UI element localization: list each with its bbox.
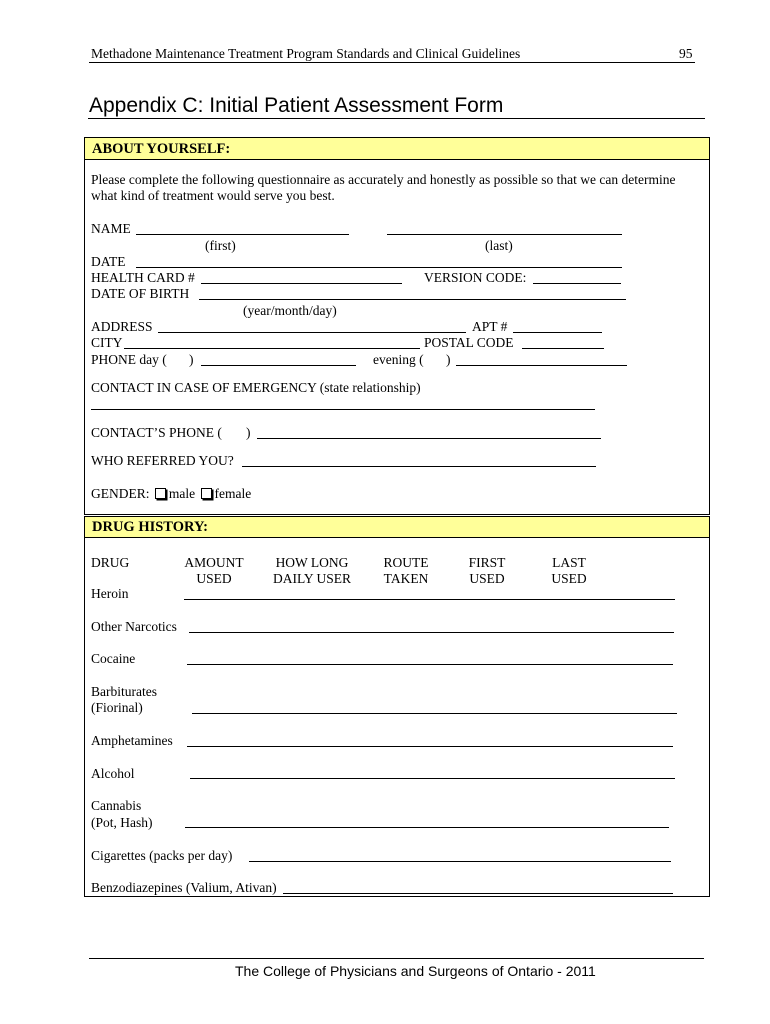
phone-day-label: PHONE day (: [91, 352, 167, 367]
drug-row-label: Benzodiazepines (Valium, Ativan): [91, 880, 277, 895]
page-number: 95: [679, 46, 693, 61]
female-option-label: female: [214, 486, 252, 501]
male-checkbox[interactable]: [155, 488, 166, 499]
dob-field[interactable]: [199, 299, 626, 300]
referred-by-field[interactable]: [242, 466, 596, 467]
col-last-line1: LAST: [552, 555, 586, 570]
contact-phone-field[interactable]: [257, 438, 601, 439]
header-rule: [89, 62, 695, 63]
phone-day-close: ): [189, 352, 194, 367]
city-label: CITY: [91, 335, 123, 350]
address-label: ADDRESS: [91, 319, 153, 334]
about-heading: ABOUT YOURSELF:: [92, 141, 231, 157]
drug-row-field[interactable]: [192, 713, 677, 714]
col-last-line2: USED: [551, 571, 587, 586]
drug-row-field[interactable]: [249, 861, 671, 862]
running-header: Methadone Maintenance Treatment Program Standards and Clinical Guidelines: [91, 46, 521, 61]
drug-row-sublabel: (Fiorinal): [91, 700, 143, 715]
col-amount-line2: USED: [196, 571, 232, 586]
male-option-label: male: [168, 486, 196, 501]
drug-row-label: Other Narcotics: [91, 619, 177, 634]
col-route-line1: ROUTE: [383, 555, 429, 570]
drug-row-label: Heroin: [91, 586, 129, 601]
intro-line-1: Please complete the following questionnaire as accurately and honestly as possible so that we can determine: [91, 172, 676, 187]
drug-row-field[interactable]: [185, 827, 669, 828]
referred-by-label: WHO REFERRED YOU?: [91, 453, 234, 468]
col-how-long-line1: HOW LONG: [275, 555, 349, 570]
col-last-used: [537, 555, 601, 587]
first-label: (first): [205, 238, 236, 253]
contact-phone-close: ): [246, 425, 251, 440]
footer-rule: [89, 958, 704, 959]
city-field[interactable]: [124, 348, 420, 349]
drug-row-field[interactable]: [184, 599, 675, 600]
phone-evening-label: evening (: [373, 352, 424, 367]
col-first-used: [455, 555, 519, 587]
phone-evening-field[interactable]: [456, 365, 627, 366]
col-amount-line1: AMOUNT: [184, 555, 244, 570]
col-how-long: [262, 555, 362, 587]
version-code-field[interactable]: [533, 283, 621, 284]
drug-row-field[interactable]: [283, 893, 673, 894]
drug-row-field[interactable]: [189, 632, 674, 633]
col-amount-used: [172, 555, 256, 587]
emergency-contact-field[interactable]: [91, 409, 595, 410]
first-name-field[interactable]: [136, 234, 349, 235]
phone-day-field[interactable]: [201, 365, 356, 366]
footer-text: The College of Physicians and Surgeons of Ontario - 2011: [235, 963, 596, 979]
last-name-field[interactable]: [387, 234, 622, 235]
health-card-field[interactable]: [201, 283, 402, 284]
drug-row-field[interactable]: [187, 664, 673, 665]
drug-row-label: Alcohol: [91, 766, 135, 781]
version-code-label: VERSION CODE:: [424, 270, 527, 285]
health-card-label: HEALTH CARD #: [91, 270, 195, 285]
page-title: Appendix C: Initial Patient Assessment Form: [89, 94, 504, 117]
title-rule: [88, 118, 705, 119]
date-field[interactable]: [136, 267, 622, 268]
postal-code-field[interactable]: [522, 348, 604, 349]
female-checkbox[interactable]: [201, 488, 212, 499]
col-how-long-line2: DAILY USER: [272, 571, 352, 586]
drug-row-field[interactable]: [187, 746, 673, 747]
drug-row-label: Cannabis: [91, 798, 142, 813]
drug-row-sublabel: (Pot, Hash): [91, 815, 153, 830]
date-label: DATE: [91, 254, 126, 269]
gender-label: GENDER:: [91, 486, 150, 501]
drug-row-field[interactable]: [190, 778, 675, 779]
drug-row-label: Amphetamines: [91, 733, 173, 748]
drug-row-label: Cigarettes (packs per day): [91, 848, 233, 863]
about-heading-band: [85, 138, 709, 160]
contact-phone-label: CONTACT’S PHONE (: [91, 425, 222, 440]
phone-evening-close: ): [446, 352, 451, 367]
drug-history-heading-band: [85, 517, 709, 538]
apt-field[interactable]: [513, 332, 602, 333]
drug-history-heading: DRUG HISTORY:: [92, 519, 208, 535]
dob-label: DATE OF BIRTH: [91, 286, 190, 301]
col-drug: DRUG: [91, 555, 130, 570]
col-route: [370, 555, 442, 587]
intro-line-2: what kind of treatment would serve you best.: [91, 188, 335, 203]
name-label: NAME: [91, 221, 131, 236]
last-label: (last): [485, 238, 513, 253]
address-field[interactable]: [158, 332, 466, 333]
gender-row: [91, 486, 251, 502]
dob-format: (year/month/day): [243, 303, 337, 318]
drug-row-label: Cocaine: [91, 651, 136, 666]
col-first-line2: USED: [469, 571, 505, 586]
emergency-contact-label: CONTACT IN CASE OF EMERGENCY (state relationship): [91, 380, 421, 395]
drug-row-label: Barbiturates: [91, 684, 157, 699]
col-route-line2: TAKEN: [383, 571, 429, 586]
apt-label: APT #: [472, 319, 508, 334]
col-first-line1: FIRST: [468, 555, 506, 570]
postal-code-label: POSTAL CODE: [424, 335, 514, 350]
